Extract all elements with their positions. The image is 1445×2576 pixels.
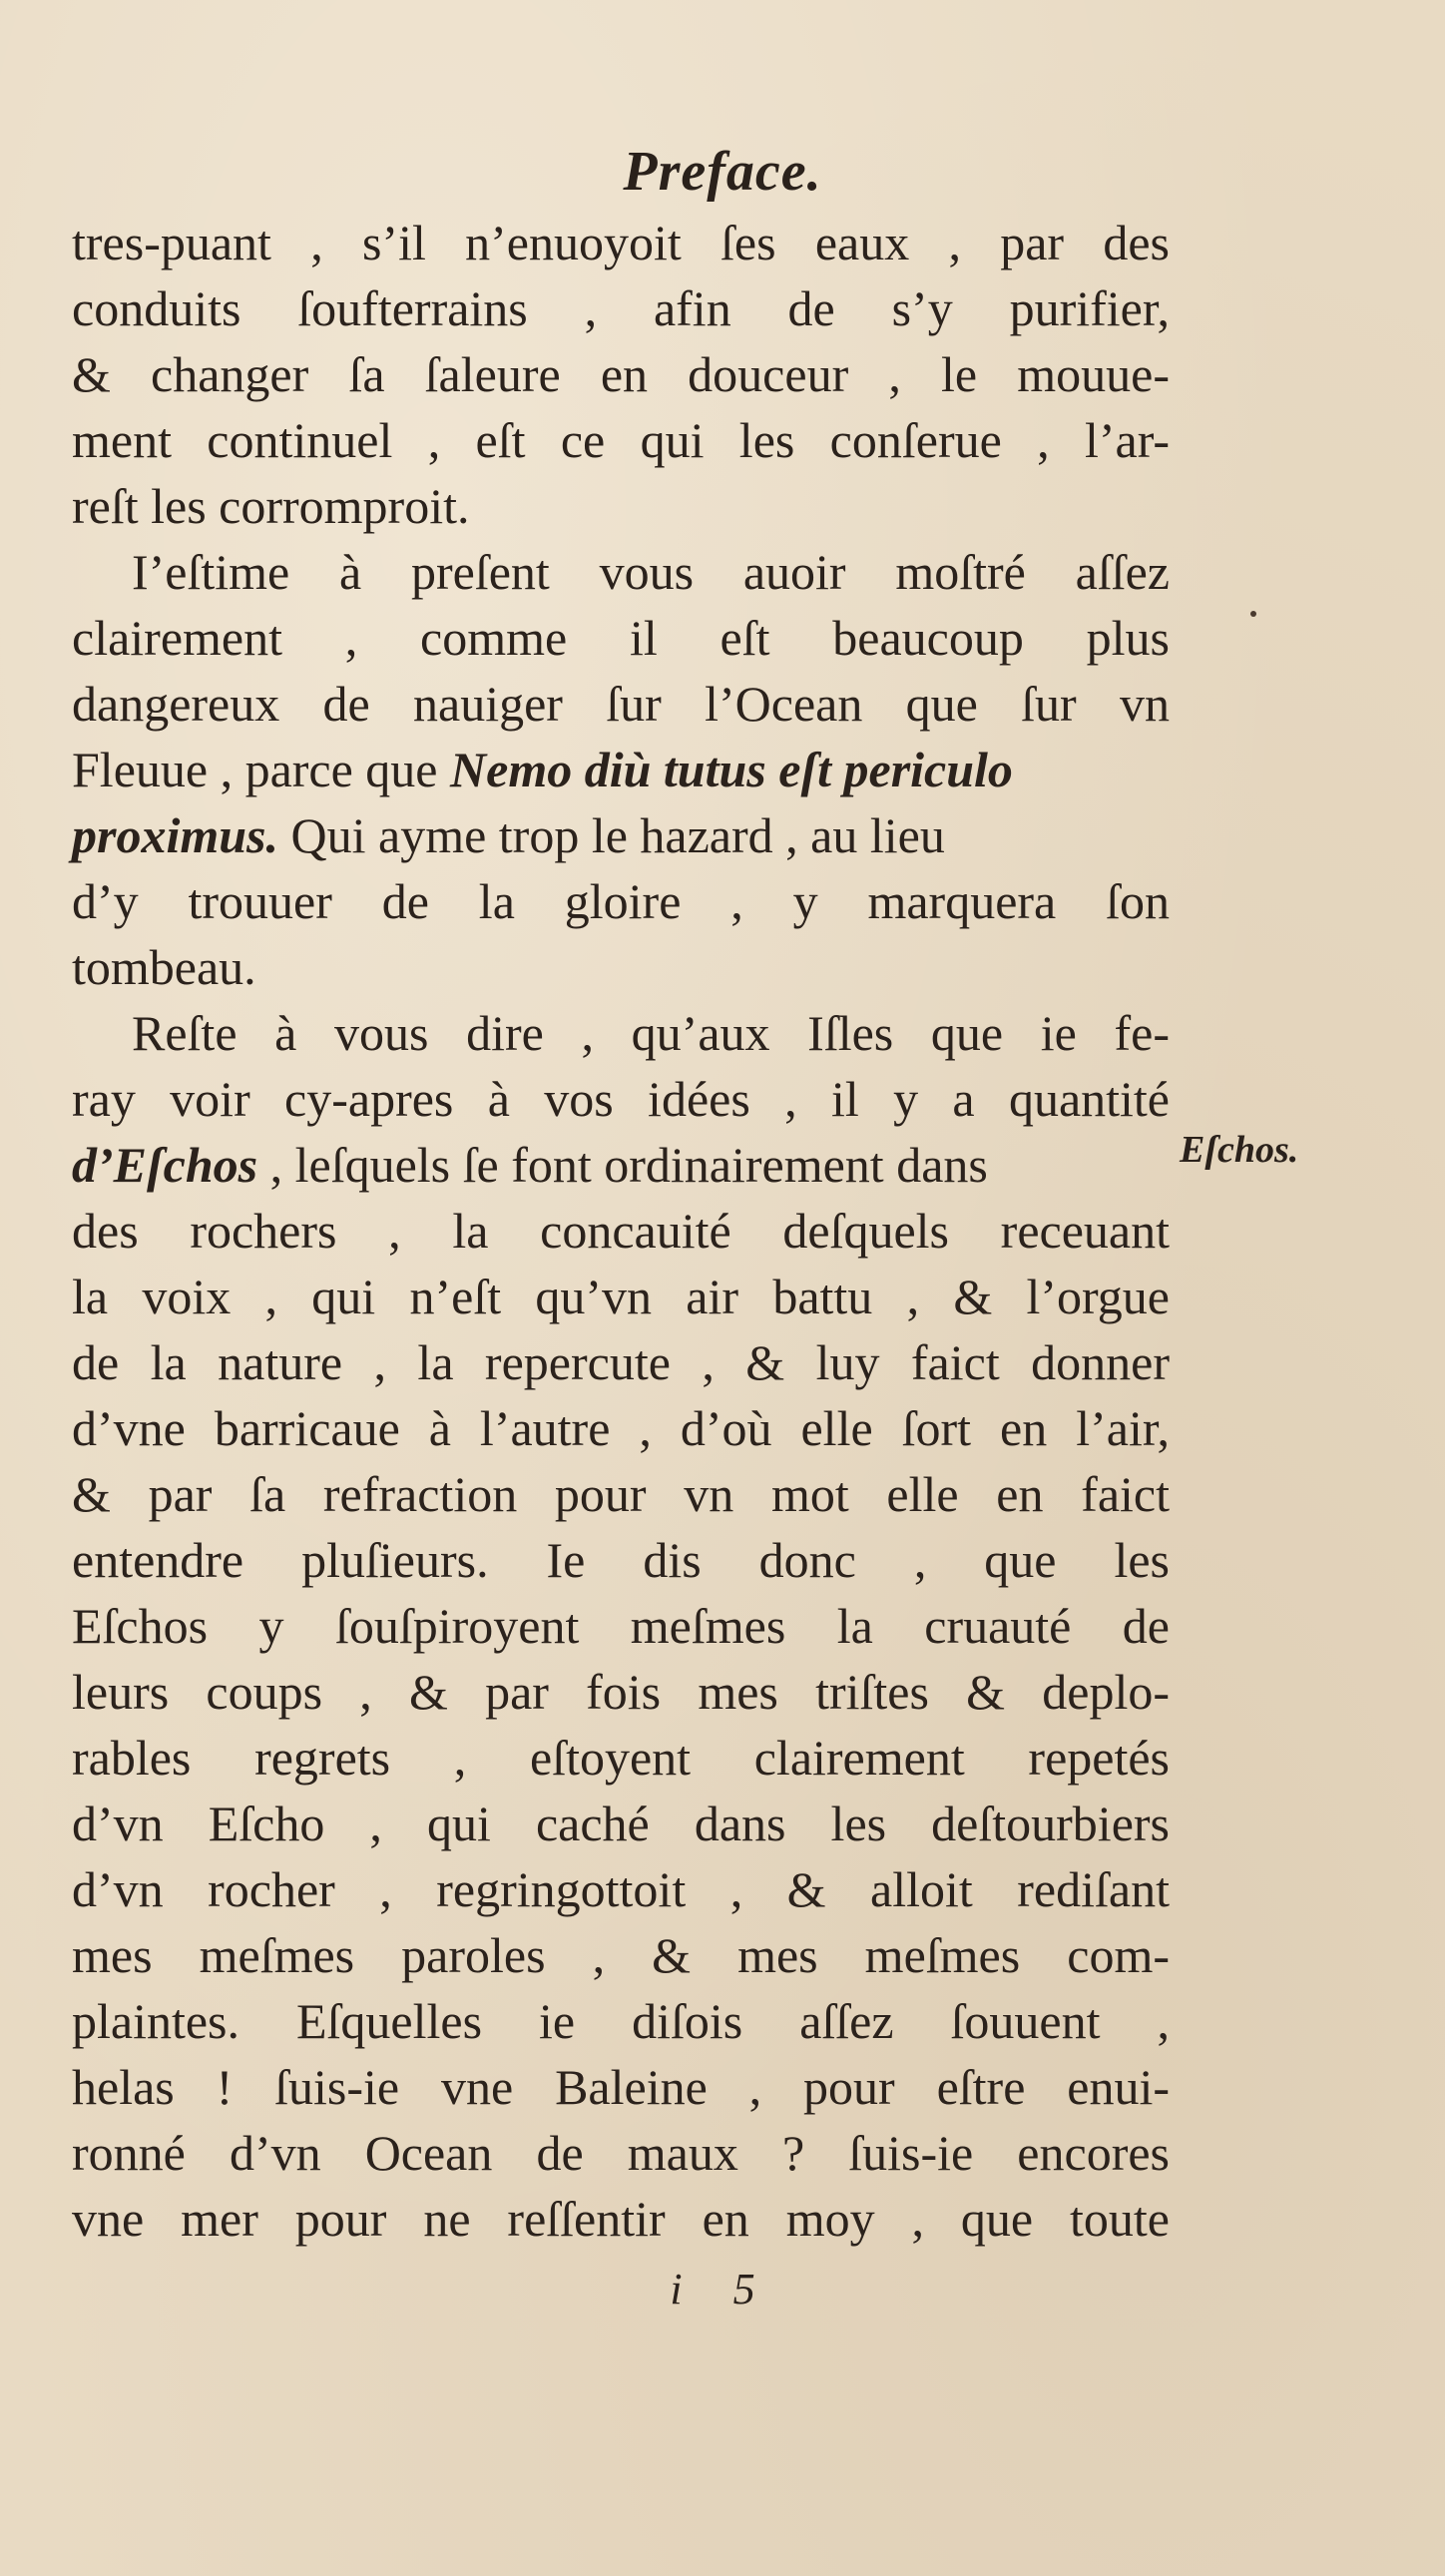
text-line: d’vne barricaue à l’autre , d’où elle ſort en l’air, — [72, 1400, 1170, 1456]
signature-mark: i 5 — [670, 2265, 775, 2314]
text-line: reſt les corromproit. — [72, 478, 470, 534]
text-line — [72, 737, 1170, 802]
text-line: vne mer pour ne reſſentir en moy , que toute — [72, 2191, 1170, 2247]
text-line: entendre pluſieurs. Ie dis donc , que les — [72, 1532, 1170, 1588]
text-line: leurs coups , & par fois mes triſtes & deplo- — [72, 1664, 1170, 1720]
text-line — [72, 802, 1170, 868]
text-line: des rochers , la concauité deſquels receuant — [72, 1203, 1170, 1259]
text-line: la voix , qui n’eſt qu’vn air battu , & l’orgue — [72, 1269, 1170, 1324]
italic-term: d’Eſchos — [72, 1137, 258, 1193]
margin-note: Eſchos. — [1180, 1129, 1299, 1171]
text-line: & par ſa refraction pour vn mot elle en faict — [72, 1466, 1170, 1522]
text-line: I’eſtime à preſent vous auoir moſtré aſſez — [132, 544, 1170, 600]
ink-speck — [1250, 611, 1256, 617]
text-line: ronné d’vn Ocean de maux ? ſuis-ie encores — [72, 2125, 1170, 2181]
text-line: tombeau. — [72, 939, 256, 995]
text-fragment: Qui ayme trop le hazard , au lieu — [278, 807, 945, 863]
text-line: rables regrets , eſtoyent clairement repetés — [72, 1730, 1170, 1786]
text-line: ment continuel , eſt ce qui les conſerue , l’ar- — [72, 412, 1170, 468]
text-fragment: Fleuue , parce que — [72, 742, 451, 797]
text-line: de la nature , la repercute , & luy faict donner — [72, 1334, 1170, 1390]
body-text — [72, 210, 1170, 2252]
text-line: d’vn rocher , regringottoit , & alloit rediſant — [72, 1861, 1170, 1917]
text-line: tres-puant , s’il n’enuoyoit ſes eaux , par des — [72, 215, 1170, 270]
text-line: mes meſmes paroles , & mes meſmes com- — [72, 1927, 1170, 1983]
latin-quote: Nemo diù tutus eſt periculo — [450, 742, 1013, 797]
text-line: Eſchos y ſouſpiroyent meſmes la cruauté de — [72, 1598, 1170, 1654]
running-head: Preface. — [623, 141, 822, 203]
text-line: plaintes. Eſquelles ie diſois aſſez ſouuent , — [72, 1993, 1170, 2049]
text-line: clairement , comme il eſt beaucoup plus — [72, 610, 1170, 666]
text-line: d’vn Eſcho , qui caché dans les deſtourbiers — [72, 1796, 1170, 1851]
text-line: conduits ſoufterrains , afin de s’y purifier, — [72, 280, 1170, 336]
text-line: helas ! ſuis-ie vne Baleine , pour eſtre enui- — [72, 2059, 1170, 2115]
text-line: & changer ſa ſaleure en douceur , le mouue- — [72, 346, 1170, 402]
text-line: Reſte à vous dire , qu’aux Iſles que ie fe- — [132, 1005, 1170, 1061]
text-fragment: , leſquels ſe font ordinairement dans — [257, 1137, 988, 1193]
text-line: d’y trouuer de la gloire , y marquera ſon — [72, 873, 1170, 929]
text-line — [72, 1132, 1170, 1198]
latin-quote: proximus. — [72, 807, 279, 863]
text-line: ray voir cy-apres à vos idées , il y a quantité — [72, 1071, 1170, 1127]
text-line: dangereux de nauiger ſur l’Ocean que ſur vn — [72, 676, 1170, 732]
